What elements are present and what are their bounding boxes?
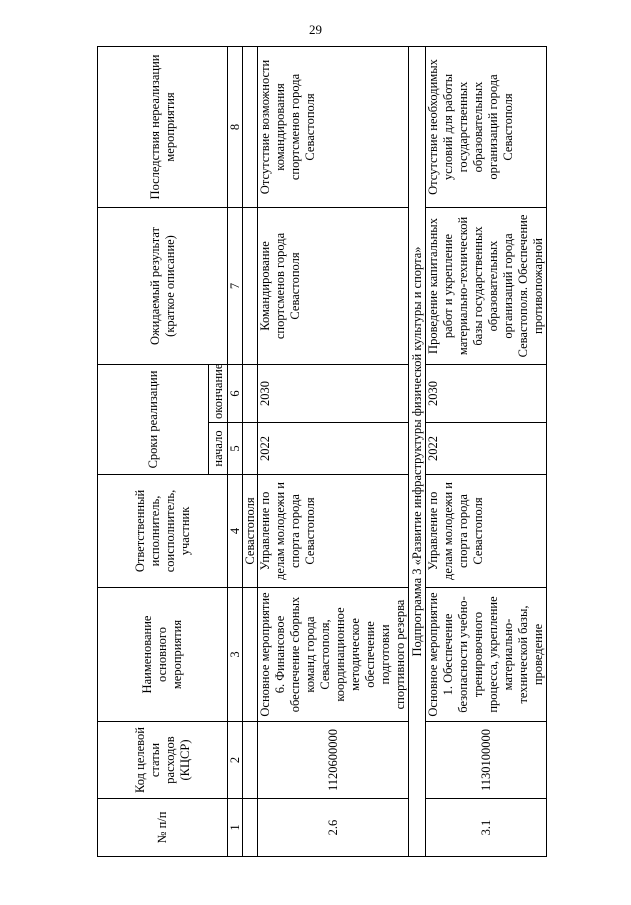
column-number: 7 bbox=[228, 207, 243, 364]
page-number: 29 bbox=[309, 22, 322, 37]
header-consequences: Последствия нереализации мероприятия bbox=[98, 46, 228, 207]
activities-table bbox=[97, 46, 547, 857]
column-number: 3 bbox=[228, 588, 243, 722]
row-number: 2.6 bbox=[258, 799, 409, 857]
column-number: 4 bbox=[228, 475, 243, 588]
column-number: 6 bbox=[228, 364, 243, 422]
header-expected-result: Ожидаемый результат (краткое описание) bbox=[98, 207, 228, 364]
table-header-row bbox=[98, 46, 209, 856]
header-executor: Ответственный исполнитель, соисполнитель, участник bbox=[98, 475, 228, 588]
row-activity-name: Основное мероприятие 1. Обеспечение безопасности учебно-тренировочного процесса, укрепление материально-технической базы, проведение bbox=[426, 588, 547, 722]
column-numbers-row bbox=[228, 46, 243, 856]
row-consequence: Отсутствие возможности командирования спортсменов города Севастополя bbox=[258, 46, 409, 207]
row-number: 3.1 bbox=[426, 799, 547, 857]
column-number: 2 bbox=[228, 722, 243, 799]
rotated-table-wrapper bbox=[97, 47, 545, 857]
row-result: Проведение капитальных работ и укрепление материально-технической базы государственных образовательных организаций города Севастополя. Обеспечение противопожарной bbox=[426, 207, 547, 364]
row-executor: Управление по делам молодежи и спорта города Севастополя bbox=[426, 475, 547, 588]
subprogram-row bbox=[409, 46, 426, 856]
row-code: 1130100000 bbox=[426, 722, 547, 799]
row-executor: Управление по делам молодежи и спорта города Севастополя bbox=[258, 475, 409, 588]
table-row-3-1 bbox=[426, 46, 547, 856]
subprogram-title: Подпрограмма 3 «Развитие инфраструктуры физической культуры и спорта» bbox=[409, 46, 426, 856]
carryover-row bbox=[243, 46, 258, 856]
header-end: окончание bbox=[209, 364, 228, 422]
table-row-2-6 bbox=[258, 46, 409, 856]
row-code: 1120600000 bbox=[258, 722, 409, 799]
row-result: Командирование спортсменов города Севастополя bbox=[258, 207, 409, 364]
row-consequence: Отсутствие необходимых условий для работы государственных образовательных организаций города Севастополя bbox=[426, 46, 547, 207]
row-start: 2022 bbox=[258, 423, 409, 475]
carryover-executor-text: Севастополя bbox=[243, 475, 258, 588]
column-number: 1 bbox=[228, 799, 243, 857]
row-end: 2030 bbox=[426, 364, 547, 422]
header-number: № п/п bbox=[98, 799, 228, 857]
header-start: начало bbox=[209, 423, 228, 475]
row-activity-name: Основное мероприятие 6. Финансовое обеспечение сборных команд города Севастополя, координационное методическое обеспечение подготовки спортивного резерва bbox=[258, 588, 409, 722]
column-number: 8 bbox=[228, 46, 243, 207]
header-terms: Сроки реализации bbox=[98, 364, 209, 474]
row-end: 2030 bbox=[258, 364, 409, 422]
row-start: 2022 bbox=[426, 423, 547, 475]
header-code: Код целевой статьи расходов (КЦСР) bbox=[98, 722, 228, 799]
column-number: 5 bbox=[228, 423, 243, 475]
header-activity-name: Наименование основного мероприятия bbox=[98, 588, 228, 722]
